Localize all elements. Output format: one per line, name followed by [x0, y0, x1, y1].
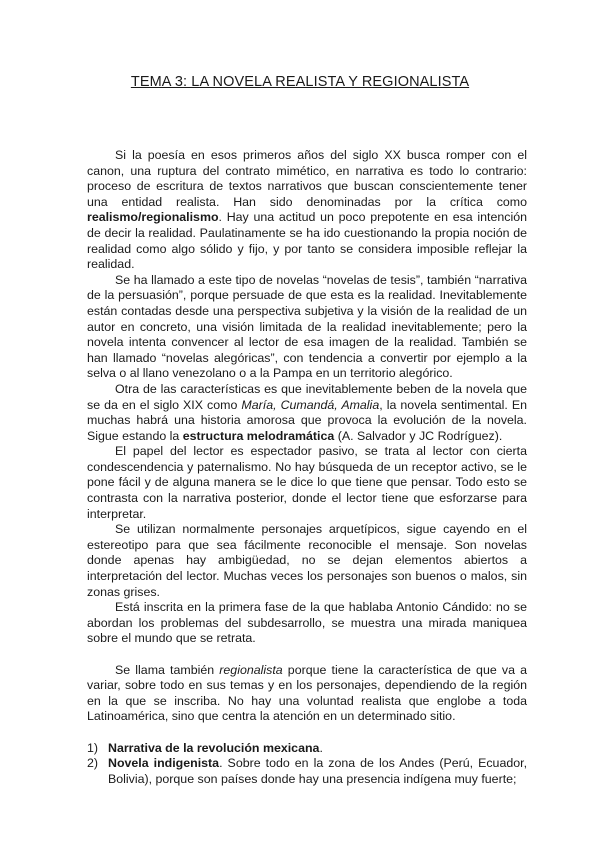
paragraph-7-text-b: porque tiene la característica de que va a variar, sobre todo en sus temas y en los personajes, dependiendo de la región en la que se inscriba. No hay una voluntad realista que englobe a toda Latinoamérica, sino que centra la atención en un determinado sitio. [87, 662, 527, 724]
list-item-bold: Narrativa de la revolución mexicana [108, 740, 320, 755]
paragraph-3-italic-titles: María, Cumandá, Amalia [241, 397, 380, 412]
paragraph-6: Está inscrita en la primera fase de la que hablaba Antonio Cándido: no se abordan los problemas del subdesarrollo, se muestra una mirada maniquea sobre el mundo que se retrata. [87, 600, 527, 646]
paragraph-2: Se ha llamado a este tipo de novelas “novelas de tesis”, también “narrativa de la persuasión”, porque persuade de que esta es la realidad. Inevitablemente están contadas desde una perspectiva subjetiva y la visión de la realidad de un autor en concreto, una visión limitada de la realidad inevitablemente; pero la novela intenta convencer al lector de esa imagen de la realidad. También se han llamado “novelas alegóricas”, con tendencia a convertir por ejemplo a la selva o al llano venezolano o a la Pampa en un territorio alegórico. [87, 272, 527, 381]
numbered-list [87, 741, 527, 788]
paragraph-1 [87, 148, 527, 273]
paragraph-1-text-b: . Hay una actitud un poco prepotente en esa intención de decir la realidad. Paulatinamente se ha ido cuestionando la propia noción de realidad como algo sólido y fijo, y por tanto se considera imposible reflejar la realidad. [87, 210, 527, 272]
list-item-number: 2) [87, 756, 99, 771]
paragraph-7-text-a: Se llama también [115, 662, 220, 677]
paragraph-3 [87, 382, 527, 444]
paragraph-7 [87, 663, 527, 725]
paragraph-1-text-a: Si la poesía en esos primeros años del siglo XX busca romper con el canon, una ruptura del contrato mimético, en narrativa es todo lo contrario: proceso de escritura de textos narrativos que buscan conscientemente tener una entidad realista. Han sido denominadas por la crítica como [87, 148, 527, 209]
paragraph-4: El papel del lector es espectador pasivo, se trata al lector con cierta condescendencia y paternalismo. No hay búsqueda de un receptor activo, se le pone fácil y de alguna manera se le dice lo que tiene que pensar. Todo esto se contrasta con la narrativa posterior, donde el lector tiene que esforzarse para interpretar. [87, 444, 527, 521]
list-item [87, 756, 527, 787]
list-item-number: 1) [87, 740, 99, 755]
paragraph-7-italic-term: regionalista [219, 662, 283, 677]
paragraph-3-bold-term: estructura melodramática [182, 428, 335, 443]
paragraph-5: Se utilizan normalmente personajes arquetípicos, sigue cayendo en el estereotipo para que sea fácilmente reconocible el mensaje. Son novelas donde apenas hay ambigüedad, no se dejan elementos abiertos a interpretación del lector. Muchas veces los personajes son buenos o malos, sin zonas grises. [87, 522, 527, 599]
paragraph-3-text-b: , la novela sentimental. En muchas habrá una historia amorosa que provoca la evolución de la novela. Sigue estando la [87, 397, 527, 443]
paragraph-3-text-c: (A. Salvador y JC Rodríguez). [334, 428, 503, 443]
list-item [87, 741, 527, 757]
list-item-text: . Sobre todo en la zona de los Andes (Perú, Ecuador, Bolivia), porque son países donde hay una presencia indígena muy fuerte; [108, 756, 528, 786]
paragraph-1-bold-term: realismo/regionalismo [87, 210, 219, 225]
paragraph-3-text-a: Otra de las características es que inevitablemente beben de la novela que se da en el siglo XIX como [87, 381, 527, 412]
list-item-text: . [319, 740, 323, 755]
list-item-bold: Novela indigenista [108, 756, 220, 771]
document-body [87, 148, 527, 787]
page-title: TEMA 3: LA NOVELA REALISTA Y REGIONALISTA [130, 74, 470, 90]
